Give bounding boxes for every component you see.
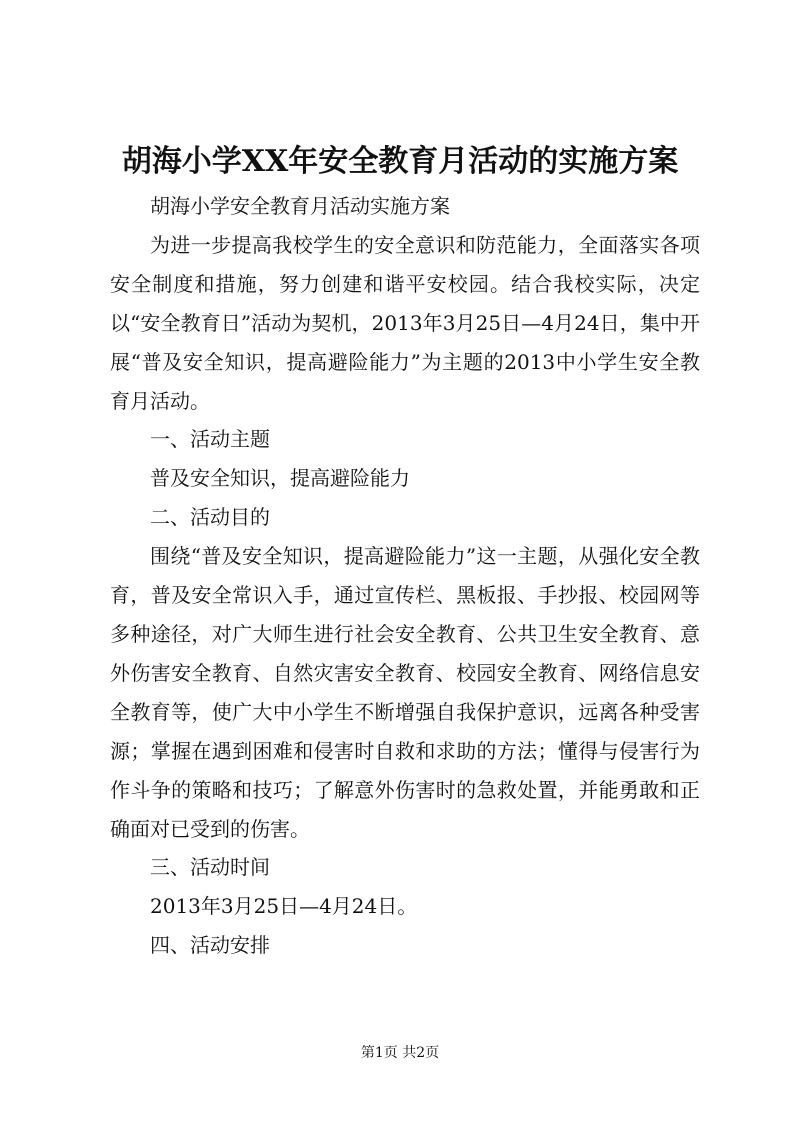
purpose-paragraph: 围绕“普及安全知识，提高避险能力”这一主题，从强化安全教育，普及安全常识入手，通过宣传栏、黑板报、手抄报、校园网等多种途径，对广大师生进行社会安全教育、公共卫生安全教育、意外伤害安全教育、自然灾害安全教育、校园安全教育、网络信息安全教育等，使广大中小学生不断增强自我保护意识，远离各种受害源；掌握在遇到困难和侵害时自救和求助的方法；懂得与侵害行为作斗争的策略和技巧；了解意外伤害时的急救处置，并能勇敢和正确面对已受到的伤害。: [110, 544, 700, 841]
document-title: 胡海小学XX年安全教育月活动的实施方案: [121, 144, 679, 179]
section-heading-arrangement: 四、活动安排: [150, 933, 270, 958]
subtitle-paragraph: 胡海小学安全教育月活动实施方案: [150, 194, 450, 218]
time-paragraph: 2013年3月25日—4月24日。: [150, 894, 418, 919]
section-heading-time: 三、活动时间: [150, 855, 270, 880]
section-heading-theme: 一、活动主题: [150, 427, 270, 452]
section-heading-purpose: 二、活动目的: [150, 505, 270, 530]
theme-paragraph: 普及安全知识，提高避险能力: [150, 466, 410, 491]
page-footer: 第1页 共2页: [360, 1045, 440, 1061]
intro-paragraph: 为进一步提高我校学生的安全意识和防范能力，全面落实各项安全制度和措施，努力创建和谐平安校园。结合我校实际，决定以“安全教育日”活动为契机，2013年3月25日—4月24日，集中开展“普及安全知识，提高避险能力”为主题的2013中小学生安全教育月活动。: [110, 232, 700, 413]
document-body: [110, 187, 700, 965]
